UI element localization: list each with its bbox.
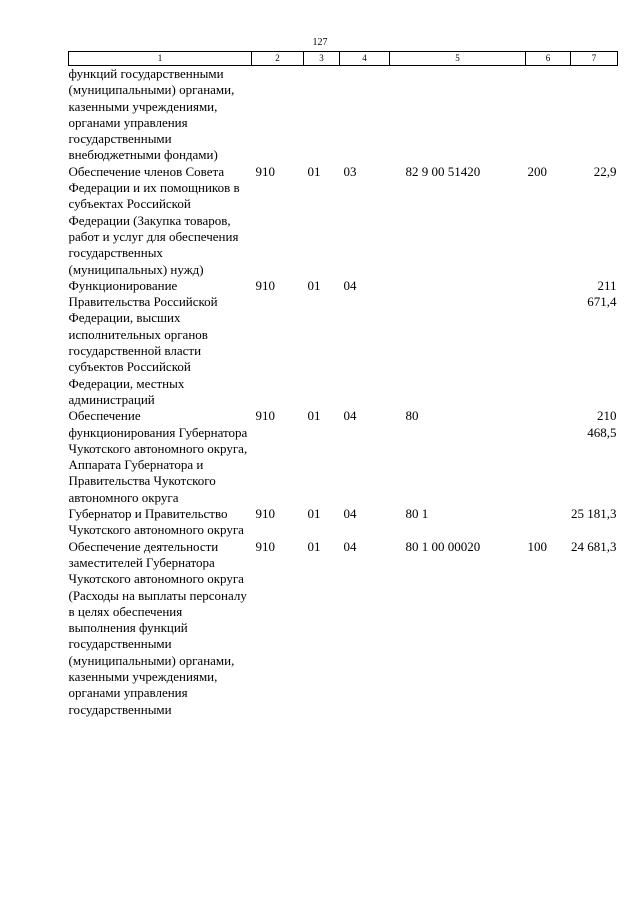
row-vr [526,278,571,408]
row-vr [526,408,571,506]
row-csr: 80 1 00 00020 [405,538,481,554]
row-sum: 210 468,5 [587,408,617,440]
row-vr: 200 [527,163,547,179]
row-csr: 82 9 00 51420 [405,163,481,179]
row-vr: 100 [527,538,547,554]
column-header-1: 1 [69,52,252,66]
column-header-4: 4 [340,52,390,66]
column-header-6: 6 [526,52,571,66]
column-header-2: 2 [252,52,304,66]
row-csr [390,66,526,164]
row-pr: 03 [343,163,357,179]
row-rz: 01 [307,538,321,554]
table-row [69,164,618,278]
row-grbs: 910 [255,163,275,179]
table-row [69,539,618,718]
page-number: 127 [312,37,328,48]
table-row [69,408,618,506]
row-rz: 01 [307,163,321,179]
row-pr: 04 [343,506,357,522]
row-sum [571,66,618,164]
row-pr [340,66,390,164]
row-rz: 01 [307,506,321,522]
row-name: Обеспечение функционирования Губернатора Чукотского автономного округа, Аппарата Губернатора и Правительства Чукотского автономного округа [68,408,248,505]
column-header-3: 3 [304,52,340,66]
table-row [69,278,618,408]
row-grbs [252,66,304,164]
row-name: функций государственными (муниципальными) органами, казенными учреждениями, органами управления государственными внебюджетными фондами) [68,66,235,163]
row-vr [526,506,571,539]
row-csr [390,278,526,408]
row-sum: 25 181,3 [571,506,617,522]
row-pr: 04 [343,538,357,554]
row-csr: 80 1 [405,506,429,522]
table-row [69,66,618,164]
column-header-5: 5 [390,52,526,66]
row-csr: 80 [405,408,419,424]
row-vr [526,66,571,164]
row-sum: 24 681,3 [571,538,617,554]
row-pr: 04 [343,277,357,293]
table-row [69,506,618,539]
row-grbs: 910 [255,506,275,522]
row-sum: 211 671,4 [587,277,617,310]
row-rz [304,66,340,164]
row-name: Обеспечение членов Совета Федерации и их помощников в субъектах Российской Федерации (Закупка товаров, работ и услуг для обеспечения государственных (муниципальных) нужд) [68,163,240,277]
row-name: Обеспечение деятельности заместителей Губернатора Чукотского автономного округа (Расходы на выплаты персоналу в целях обеспечения выполнения функций государственными (муниципальными) органами, казенными учреждениями, органами управления государственными [68,538,247,717]
table-header-row [69,52,618,66]
row-sum: 22,9 [593,163,617,179]
column-header-7: 7 [571,52,618,66]
row-rz: 01 [307,277,321,293]
budget-table [68,51,618,718]
row-pr: 04 [343,408,357,424]
row-rz: 01 [307,408,321,424]
row-grbs: 910 [255,277,275,293]
row-grbs: 910 [255,538,275,554]
row-grbs: 910 [255,408,275,424]
row-name: Губернатор и Правительство Чукотского автономного округа [68,506,244,538]
row-name: Функционирование Правительства Российской Федерации, высших исполнительных органов государственной власти субъектов Российской Федерации, местных администраций [68,277,218,407]
